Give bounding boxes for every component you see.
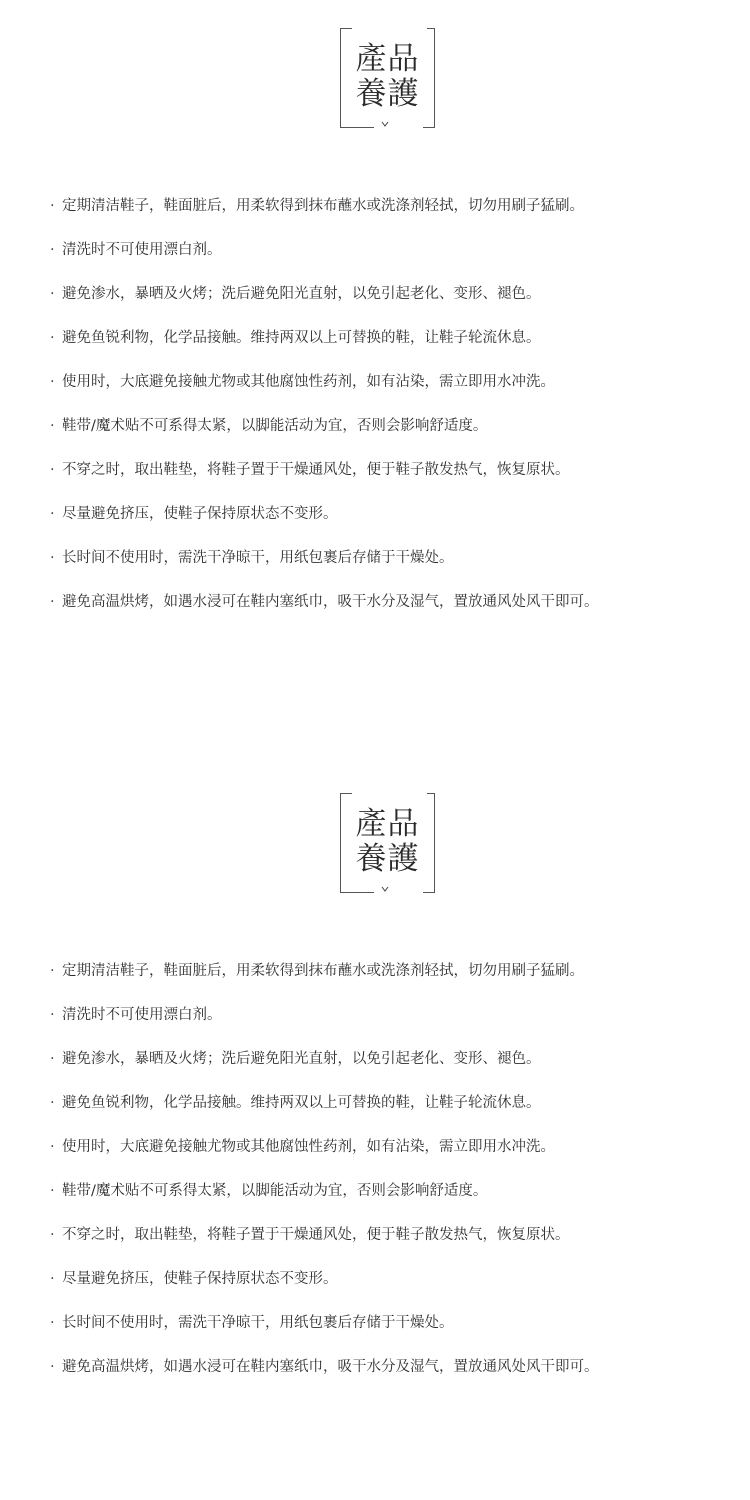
- bullet: ·: [50, 198, 55, 214]
- bullet: ·: [50, 242, 55, 258]
- frame-top-right-tick: [427, 28, 435, 29]
- frame-bottom-left-line: [340, 127, 374, 128]
- title-line-1: 產品: [355, 806, 420, 842]
- list-item: [50, 960, 740, 1004]
- list-item: [50, 371, 740, 415]
- bullet: ·: [50, 594, 55, 610]
- care-item-text: 使用时，大底避免接触尤物或其他腐蚀性药剂，如有沾染，需立即用水冲洗。: [62, 1139, 555, 1155]
- bullet: ·: [50, 963, 55, 979]
- bullet: ·: [50, 286, 55, 302]
- list-item: [50, 239, 740, 283]
- bullet: ·: [50, 1095, 55, 1111]
- list-item: [50, 1004, 740, 1048]
- bullet: ·: [50, 550, 55, 566]
- chevron-down-icon: [381, 120, 389, 128]
- care-item-text: 避免鱼锐利物，化学品接触。维持两双以上可替换的鞋，让鞋子轮流休息。: [62, 330, 541, 346]
- care-item-text: 清洗时不可使用漂白剂。: [62, 1007, 222, 1023]
- bullet: ·: [50, 1271, 55, 1287]
- bullet: ·: [50, 1139, 55, 1155]
- list-item: [50, 1092, 740, 1136]
- care-item-text: 使用时，大底避免接触尤物或其他腐蚀性药剂，如有沾染，需立即用水冲洗。: [62, 374, 555, 390]
- list-item: [50, 459, 740, 503]
- frame-bottom-left-line: [340, 892, 374, 893]
- list-item: [50, 1356, 740, 1400]
- bullet: ·: [50, 1183, 55, 1199]
- frame-left-line: [340, 28, 341, 128]
- bullet: ·: [50, 330, 55, 346]
- care-item-text: 鞋带/魔术贴不可系得太紧，以脚能活动为宜，否则会影响舒适度。: [62, 1183, 488, 1199]
- list-item: [50, 1136, 740, 1180]
- list-item: [50, 591, 740, 635]
- care-item-text: 避免渗水，暴晒及火烤；洗后避免阳光直射，以免引起老化、变形、褪色。: [62, 1051, 541, 1067]
- bullet: ·: [50, 1227, 55, 1243]
- list-item: [50, 1180, 740, 1224]
- care-item-text: 鞋带/魔术贴不可系得太紧，以脚能活动为宜，否则会影响舒适度。: [62, 418, 488, 434]
- care-item-text: 避免高温烘烤，如遇水浸可在鞋内塞纸巾，吸干水分及湿气，置放通风处风干即可。: [62, 1359, 599, 1375]
- frame-bottom-right-tick: [423, 127, 435, 128]
- bullet: ·: [50, 506, 55, 522]
- bullet: ·: [50, 1051, 55, 1067]
- bullet: ·: [50, 462, 55, 478]
- bullet: ·: [50, 1315, 55, 1331]
- care-instructions-list: [50, 195, 740, 635]
- bullet: ·: [50, 1359, 55, 1375]
- care-instructions-list: [50, 960, 740, 1400]
- list-item: [50, 415, 740, 459]
- section-title: [350, 42, 425, 112]
- care-item-text: 不穿之时，取出鞋垫，将鞋子置于干燥通风处，便于鞋子散发热气，恢复原状。: [62, 462, 570, 478]
- list-item: [50, 283, 740, 327]
- list-item: [50, 1224, 740, 1268]
- care-item-text: 尽量避免挤压，使鞋子保持原状态不变形。: [62, 506, 338, 522]
- bullet: ·: [50, 374, 55, 390]
- frame-right-line: [434, 28, 435, 128]
- frame-top-left-tick: [340, 793, 352, 794]
- title-line-2: 養護: [355, 76, 420, 112]
- care-item-text: 避免鱼锐利物，化学品接触。维持两双以上可替换的鞋，让鞋子轮流休息。: [62, 1095, 541, 1111]
- care-item-text: 长时间不使用时，需洗干净晾干，用纸包裹后存储于干燥处。: [62, 1315, 454, 1331]
- list-item: [50, 1268, 740, 1312]
- list-item: [50, 327, 740, 371]
- care-item-text: 不穿之时，取出鞋垫，将鞋子置于干燥通风处，便于鞋子散发热气，恢复原状。: [62, 1227, 570, 1243]
- frame-top-right-tick: [427, 793, 435, 794]
- list-item: [50, 195, 740, 239]
- bullet: ·: [50, 418, 55, 434]
- chevron-down-icon: [381, 885, 389, 893]
- title-line-2: 養護: [355, 841, 420, 877]
- bullet: ·: [50, 1007, 55, 1023]
- care-item-text: 清洗时不可使用漂白剂。: [62, 242, 222, 258]
- care-item-text: 避免渗水，暴晒及火烤；洗后避免阳光直射，以免引起老化、变形、褪色。: [62, 286, 541, 302]
- care-item-text: 长时间不使用时，需洗干净晾干，用纸包裹后存储于干燥处。: [62, 550, 454, 566]
- frame-left-line: [340, 793, 341, 893]
- care-item-text: 定期清洁鞋子，鞋面脏后，用柔软得到抹布蘸水或洗涤剂轻拭，切勿用刷子猛刷。: [62, 963, 584, 979]
- list-item: [50, 503, 740, 547]
- frame-right-line: [434, 793, 435, 893]
- list-item: [50, 547, 740, 591]
- title-line-1: 產品: [355, 41, 420, 77]
- list-item: [50, 1312, 740, 1356]
- frame-bottom-right-tick: [423, 892, 435, 893]
- frame-top-left-tick: [340, 28, 352, 29]
- list-item: [50, 1048, 740, 1092]
- title-frame: [340, 28, 435, 128]
- care-item-text: 定期清洁鞋子，鞋面脏后，用柔软得到抹布蘸水或洗涤剂轻拭，切勿用刷子猛刷。: [62, 198, 584, 214]
- care-item-text: 尽量避免挤压，使鞋子保持原状态不变形。: [62, 1271, 338, 1287]
- care-item-text: 避免高温烘烤，如遇水浸可在鞋内塞纸巾，吸干水分及湿气，置放通风处风干即可。: [62, 594, 599, 610]
- title-frame: [340, 793, 435, 893]
- section-title: [350, 807, 425, 877]
